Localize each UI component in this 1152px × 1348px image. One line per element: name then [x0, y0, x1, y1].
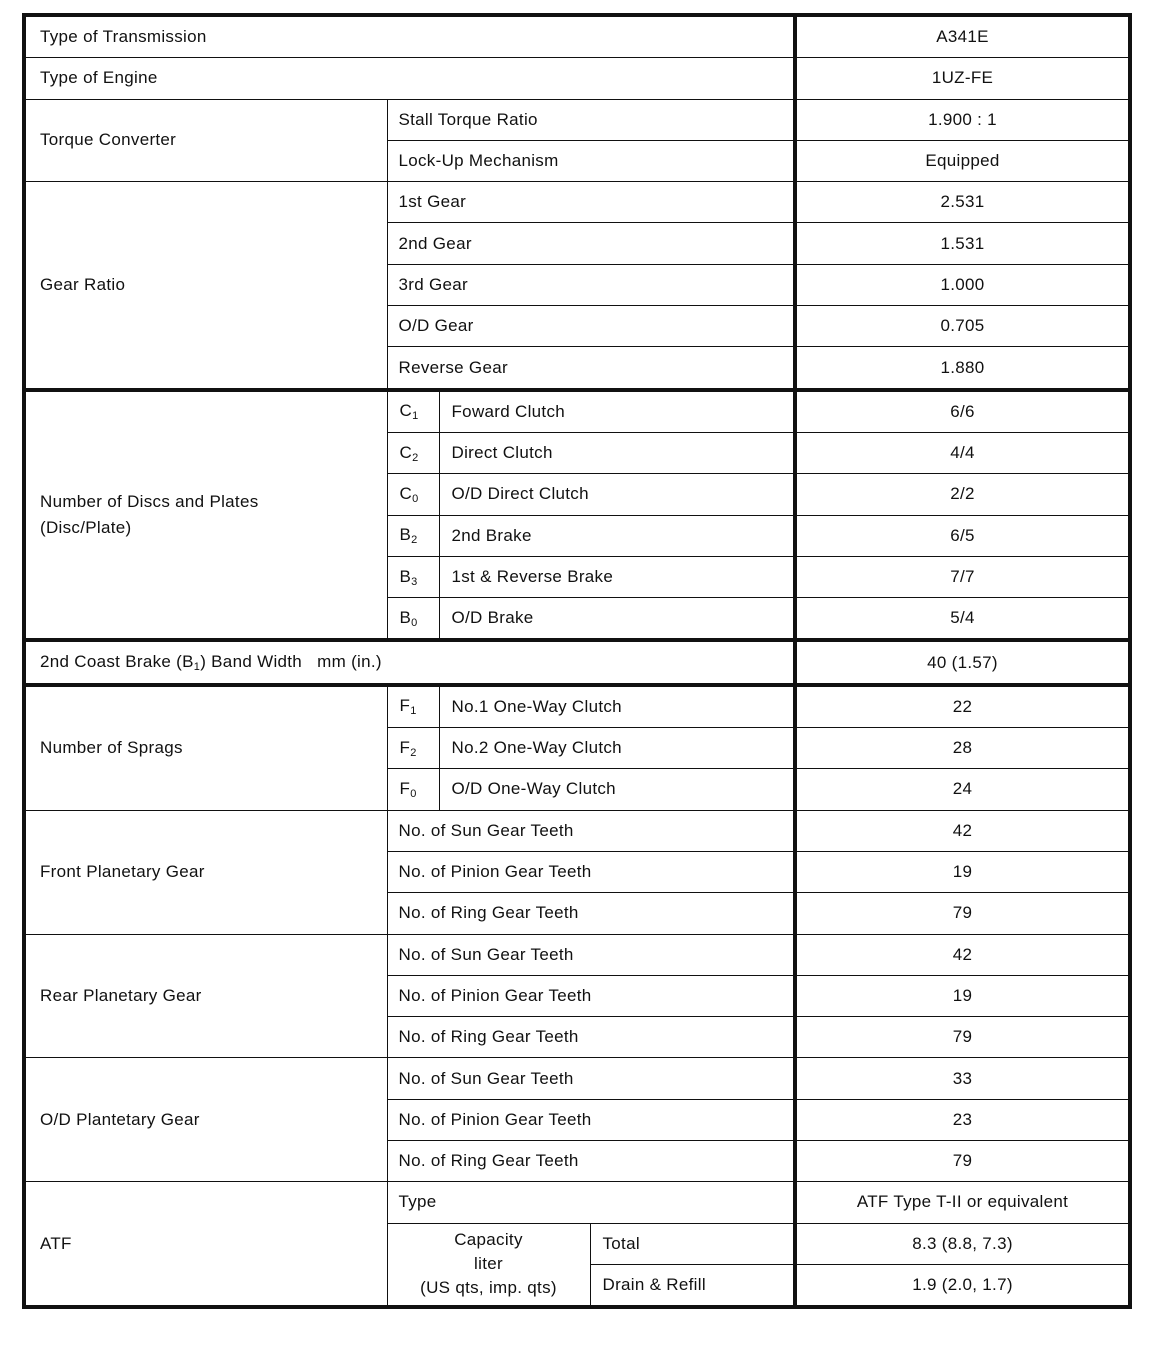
value: 1.9 (2.0, 1.7)	[795, 1264, 1130, 1307]
value: Equipped	[795, 140, 1130, 181]
label: Drain & Refill	[590, 1264, 795, 1307]
label: No. of Ring Gear Teeth	[387, 1141, 795, 1182]
row-transmission	[24, 15, 1130, 58]
value: 1UZ-FE	[795, 58, 1130, 99]
symbol: $C_2$	[387, 432, 439, 473]
label: 2nd Brake	[439, 515, 795, 556]
label: Lock-Up Mechanism	[387, 140, 795, 181]
table-row	[24, 390, 1130, 433]
group-label: Rear Planetary Gear	[24, 934, 387, 1058]
value: 2/2	[795, 474, 1130, 515]
group-label: Torque Converter	[24, 99, 387, 182]
symbol: $F_0$	[387, 769, 439, 810]
specifications-table	[22, 13, 1132, 1309]
label: No. of Pinion Gear Teeth	[387, 1099, 795, 1140]
value: A341E	[795, 15, 1130, 58]
value: 33	[795, 1058, 1130, 1099]
group-label: O/D Plantetary Gear	[24, 1058, 387, 1182]
label-sub: (Disc/Plate)	[40, 518, 132, 538]
value: 79	[795, 1017, 1130, 1058]
value: 6/5	[795, 515, 1130, 556]
value: 42	[795, 810, 1130, 851]
row-band-width	[24, 640, 1130, 684]
label: Type	[387, 1182, 795, 1223]
label: Type of Engine	[24, 58, 795, 99]
value: 6/6	[795, 390, 1130, 433]
table-row	[24, 685, 1130, 728]
label: 2nd Coast Brake $(B_1)$ Band Width mm (in.)	[24, 640, 795, 684]
label: 2nd Gear	[387, 223, 795, 264]
row-engine	[24, 58, 1130, 99]
value: 28	[795, 728, 1130, 769]
value: 7/7	[795, 556, 1130, 597]
group-label: Gear Ratio	[24, 182, 387, 390]
label: O/D Gear	[387, 306, 795, 347]
value: ATF Type T-II or equivalent	[795, 1182, 1130, 1223]
label: No. of Pinion Gear Teeth	[387, 975, 795, 1016]
value: 79	[795, 893, 1130, 934]
symbol: $C_0$	[387, 474, 439, 515]
label: No. of Sun Gear Teeth	[387, 934, 795, 975]
label: No. of Sun Gear Teeth	[387, 810, 795, 851]
label: No. of Ring Gear Teeth	[387, 1017, 795, 1058]
value: 19	[795, 851, 1130, 892]
label: Direct Clutch	[439, 432, 795, 473]
group-label: Number of Sprags	[24, 685, 387, 810]
label: No.2 One-Way Clutch	[439, 728, 795, 769]
symbol: $C_1$	[387, 390, 439, 433]
value: 24	[795, 769, 1130, 810]
table-row	[24, 810, 1130, 851]
label: No. of Pinion Gear Teeth	[387, 851, 795, 892]
table-row	[24, 99, 1130, 140]
table-row	[24, 182, 1130, 223]
label: Type of Transmission	[24, 15, 795, 58]
value: 0.705	[795, 306, 1130, 347]
value: 23	[795, 1099, 1130, 1140]
value: 79	[795, 1141, 1130, 1182]
capacity-label: Capacity liter (US qts, imp. qts)	[387, 1223, 590, 1307]
value: 22	[795, 685, 1130, 728]
value: 2.531	[795, 182, 1130, 223]
value: 19	[795, 975, 1130, 1016]
label: 1st & Reverse Brake	[439, 556, 795, 597]
value: 5/4	[795, 598, 1130, 641]
label: Foward Clutch	[439, 390, 795, 433]
value: 1.900 : 1	[795, 99, 1130, 140]
value: 1.531	[795, 223, 1130, 264]
value: 8.3 (8.8, 7.3)	[795, 1223, 1130, 1264]
table-row	[24, 1058, 1130, 1099]
label: Number of Discs and Plates	[40, 492, 259, 512]
value: 4/4	[795, 432, 1130, 473]
label: Reverse Gear	[387, 347, 795, 390]
label: No. of Ring Gear Teeth	[387, 893, 795, 934]
label: No. of Sun Gear Teeth	[387, 1058, 795, 1099]
label: O/D Direct Clutch	[439, 474, 795, 515]
label: 1st Gear	[387, 182, 795, 223]
label: O/D One-Way Clutch	[439, 769, 795, 810]
group-label	[24, 390, 387, 641]
table-row	[24, 934, 1130, 975]
label: Total	[590, 1223, 795, 1264]
value: 1.000	[795, 264, 1130, 305]
label: 3rd Gear	[387, 264, 795, 305]
table-row	[24, 1182, 1130, 1223]
symbol: $F_1$	[387, 685, 439, 728]
symbol: $B_3$	[387, 556, 439, 597]
group-label: ATF	[24, 1182, 387, 1307]
value: 1.880	[795, 347, 1130, 390]
value: 42	[795, 934, 1130, 975]
symbol: $B_0$	[387, 598, 439, 641]
group-label: Front Planetary Gear	[24, 810, 387, 934]
value: 40 (1.57)	[795, 640, 1130, 684]
symbol: $B_2$	[387, 515, 439, 556]
label: Stall Torque Ratio	[387, 99, 795, 140]
label: No.1 One-Way Clutch	[439, 685, 795, 728]
label: O/D Brake	[439, 598, 795, 641]
symbol: $F_2$	[387, 728, 439, 769]
